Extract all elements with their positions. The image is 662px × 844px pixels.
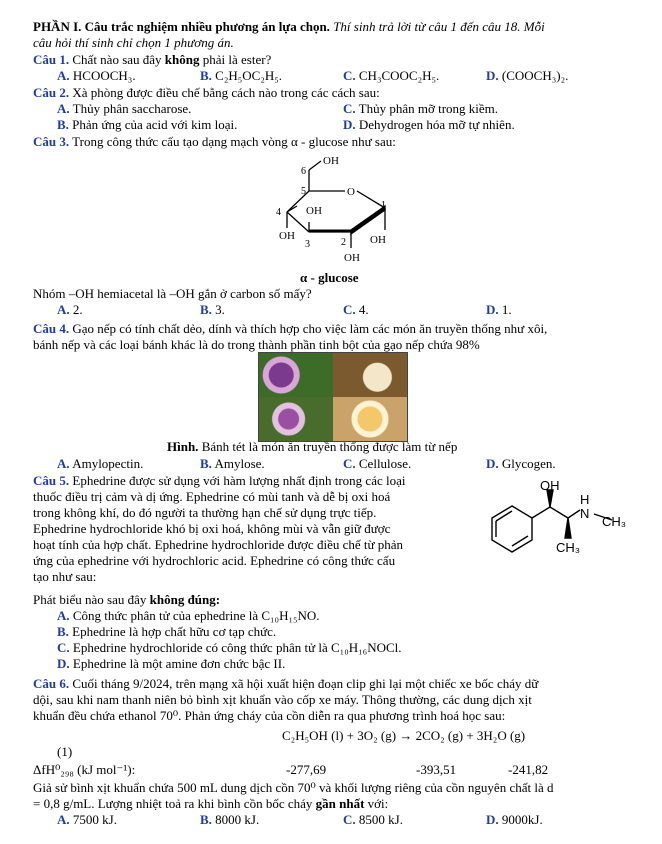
q4-option-c[interactable]: C. Cellulose.: [343, 456, 412, 471]
q2-option-b[interactable]: B. Phản ứng của acid với kim loại.: [57, 117, 238, 132]
glucose-oh-4: OH: [279, 230, 295, 242]
equation-number: (1): [57, 744, 73, 759]
q5-line-2: thuốc điều trị cảm và dị ứng. Ephedrine có mùi tanh và dễ bị oxi hoá: [33, 489, 391, 504]
q2-option-a[interactable]: A. Thủy phân saccharose.: [57, 101, 192, 116]
glucose-oh-1: OH: [370, 234, 386, 246]
q1-option-d[interactable]: D. (COOCH₃)₂.: [486, 68, 569, 83]
q1-option-a[interactable]: A. HCOOCH₃.: [57, 68, 136, 83]
carbon-4-number: 4: [276, 207, 281, 218]
q5-prompt: Phát biểu nào sau đây không đúng:: [33, 592, 221, 607]
q5-option-c[interactable]: C. Ephedrine hydrochloride có công thức phân tử là C₁₀H₁₆NOCl.: [57, 640, 402, 655]
ephedrine-structure: [472, 478, 642, 568]
q3-option-d[interactable]: D. 1.: [486, 302, 512, 317]
ephedrine-ch3: CH₃: [556, 540, 581, 555]
glucose-caption: α - glucose: [300, 270, 359, 285]
q5-line-4: Ephedrine hydrochloride khó bị oxi hoá, không mùi và vẫn giữ được: [33, 521, 391, 536]
q3-option-a[interactable]: A. 2.: [57, 302, 83, 317]
question-4: Câu 4. Gạo nếp có tính chất dẻo, dính và thích hợp cho việc làm các món ăn truyền thống như xôi,: [33, 321, 548, 336]
q5-line-3: trong không khí, do đó người ta thường hạn chế sử dụng trực tiếp.: [33, 505, 377, 520]
enthalpy-ethanol: -277,69: [286, 762, 327, 777]
q1-option-b[interactable]: B. C₂H₅OC₂H₅.: [200, 68, 283, 83]
question-1: Câu 1. Chất nào sau đây không phải là ester?: [33, 52, 272, 67]
photo-tile-bottom-left: [259, 397, 333, 441]
instruction-line-1: Thí sinh trả lời từ câu 1 đến câu 18. Mỗi: [329, 19, 545, 34]
q6-line-2: dội, sau khi nam thanh niên bỏ bình xịt khuẩn vào cốp xe máy. Thông thường, các dung dịch xịt: [33, 692, 532, 707]
question-label: Câu 5.: [33, 473, 70, 488]
question-2: Câu 2. Xà phòng được điều chế bằng cách nào trong các cách sau:: [33, 85, 380, 100]
q4-option-d[interactable]: D. Glycogen.: [486, 456, 556, 471]
question-label: Câu 2.: [33, 85, 70, 100]
q4-option-a[interactable]: A. Amylopectin.: [57, 456, 144, 471]
ephedrine-oh: OH: [540, 478, 560, 493]
q5-line-5: hoạt tính của hợp chất. Ephedrine hydrochloride được điều chế từ phản: [33, 537, 404, 552]
q5-line-6: ứng của ephedrine với hydrochloric acid. Ephedrine có công thức cấu: [33, 553, 396, 568]
carbon-6-number: 6: [301, 166, 306, 177]
part-heading: [33, 19, 545, 34]
photo-tile-bottom-right: [333, 397, 407, 441]
question-label: Câu 1.: [33, 52, 70, 67]
q5-option-d[interactable]: D. Ephedrine là một amine đơn chức bậc II.: [57, 656, 286, 671]
enthalpy-h2o: -241,82: [508, 762, 549, 777]
part-title: PHẦN I. Câu trắc nghiệm nhiều phương án lựa chọn.: [33, 19, 330, 34]
ephedrine-h: H: [580, 492, 590, 507]
carbon-3-number: 3: [305, 239, 310, 250]
carbon-1-number: 1: [381, 200, 386, 211]
question-label: Câu 3.: [33, 134, 70, 149]
ephedrine-n: N: [580, 506, 590, 521]
q5-line-7: tạo như sau:: [33, 569, 97, 584]
figure-caption: Hình. Bánh tét là món ăn truyền thống được làm từ nếp: [167, 439, 458, 454]
carbon-2-number: 2: [341, 237, 346, 248]
q6-line-3: khuẩn đều chứa ethanol 70⁰. Phản ứng cháy của cồn diễn ra qua phương trình hoá học sau:: [33, 708, 506, 723]
q3-question: Nhóm –OH hemiacetal là –OH gắn ở carbon số mấy?: [33, 286, 312, 301]
q3-option-c[interactable]: C. 4.: [343, 302, 369, 317]
glucose-oh-inner: OH: [306, 205, 322, 217]
q2-option-d[interactable]: D. Dehydrogen hóa mỡ tự nhiên.: [343, 117, 515, 132]
q3-option-b[interactable]: B. 3.: [200, 302, 225, 317]
q6-option-d[interactable]: D. 9000kJ.: [486, 812, 543, 827]
photo-tile-top-right: [333, 353, 407, 397]
instruction-line-2: câu hỏi thí sinh chỉ chọn 1 phương án.: [33, 35, 234, 50]
enthalpy-co2: -393,51: [416, 762, 457, 777]
combustion-equation: C₂H₅OH (l) + 3O₂ (g) → 2CO₂ (g) + 3H₂O (g): [282, 728, 526, 743]
q6-option-b[interactable]: B. 8000 kJ.: [200, 812, 260, 827]
ephedrine-ch3-n: CH₃: [602, 514, 627, 529]
q4-option-b[interactable]: B. Amylose.: [200, 456, 265, 471]
photo-tile-top-left: [259, 353, 333, 397]
question-label: Câu 6.: [33, 676, 70, 691]
question-3: Câu 3. Trong công thức cấu tạo dạng mạch vòng α - glucose như sau:: [33, 134, 396, 149]
q1-option-c[interactable]: C. CH₃COOC₂H₅.: [343, 68, 440, 83]
enthalpy-label: ΔfH⁰₂₉₈ (kJ mol⁻¹):: [33, 762, 136, 777]
alpha-glucose-structure: [265, 148, 405, 268]
q6-option-a[interactable]: A. 7500 kJ.: [57, 812, 117, 827]
carbon-5-number: 5: [301, 186, 306, 197]
q5-option-b[interactable]: B. Ephedrine là hợp chất hữu cơ tạp chức.: [57, 624, 277, 639]
question-5: Câu 5. Ephedrine được sử dụng với hàm lượng nhất định trong các loại: [33, 473, 406, 488]
glucose-oh-2: OH: [344, 252, 360, 264]
question-6: Câu 6. Cuối tháng 9/2024, trên mạng xã hội xuất hiện đoạn clip ghi lại một chiếc xe bốc cháy dữ: [33, 676, 539, 691]
question-label: Câu 4.: [33, 321, 70, 336]
q6-line-5: = 0,8 g/mL. Lượng nhiệt toả ra khi bình cồn bốc cháy gần nhất với:: [33, 796, 389, 811]
banh-tet-photo: [258, 352, 408, 442]
q5-option-a[interactable]: A. Công thức phân tử của ephedrine là C₁₀H₁₅NO.: [57, 608, 320, 623]
ring-oxygen: O: [347, 186, 355, 198]
q6-option-c[interactable]: C. 8500 kJ.: [343, 812, 403, 827]
q2-option-c[interactable]: C. Thủy phân mỡ trong kiềm.: [343, 101, 499, 116]
q6-line-4: Giả sử bình xịt khuẩn chứa 500 mL dung dịch cồn 70⁰ và khối lượng riêng của cồn nguyên chất là d: [33, 780, 554, 795]
glucose-oh-6: OH: [323, 155, 339, 167]
q4-line-2: bánh nếp và các loại bánh khác là do trong thành phần tinh bột của gạo nếp chứa 98%: [33, 337, 480, 352]
